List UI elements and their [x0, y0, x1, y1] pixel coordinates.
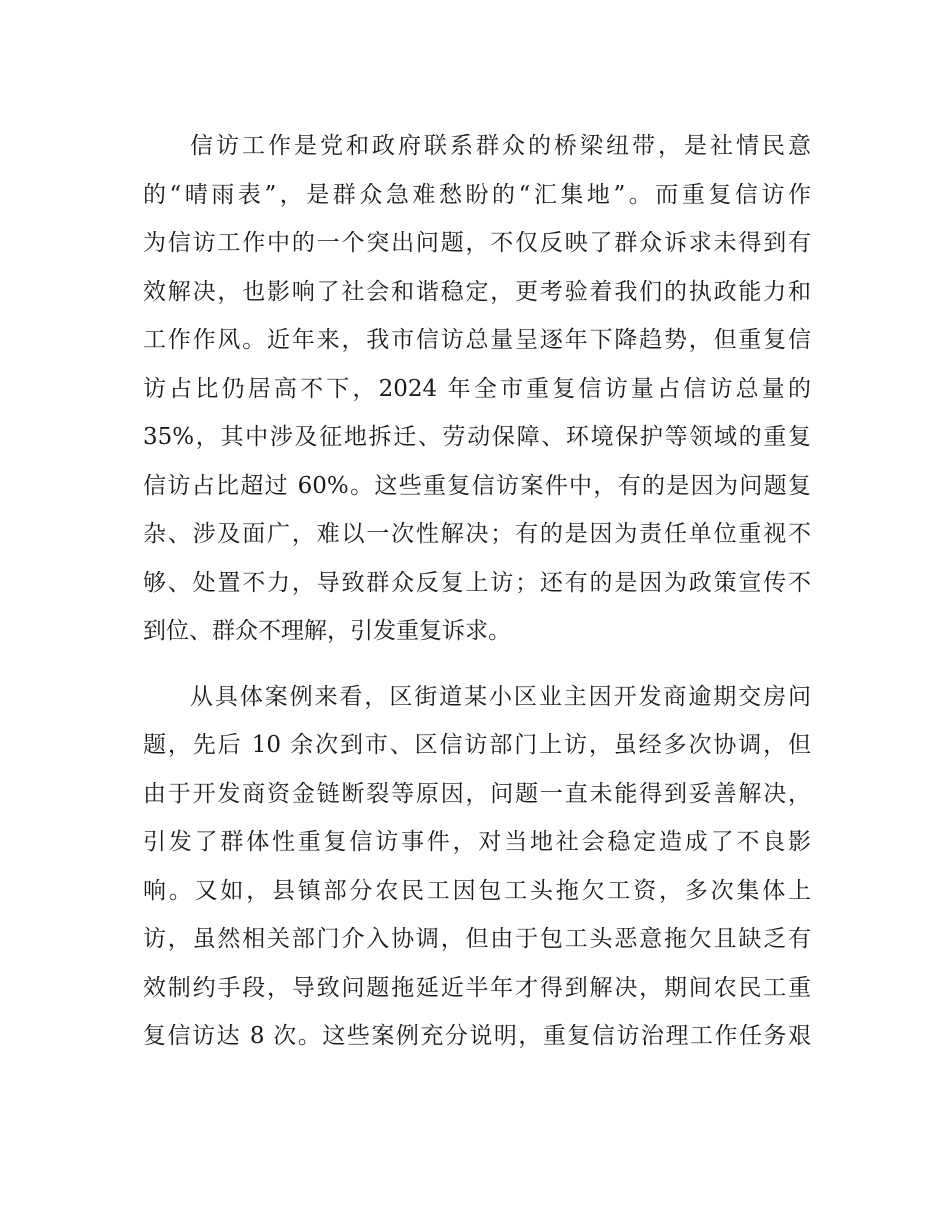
paragraph-1	[143, 122, 811, 656]
text-line: 到位、群众不理解，引发重复诉求。	[143, 618, 511, 644]
text-line: 从具体案例来看，区街道某小区业主因开发商逾期交房问	[190, 683, 811, 710]
text-line: 信访占比超过 60%。这些重复信访案件中，有的是因为问题复	[143, 472, 811, 499]
text-line: 引发了群体性重复信访事件，对当地社会稳定造成了不良影	[143, 829, 811, 855]
text-line: 为信访工作中的一个突出问题，不仅反映了群众诉求未得到有	[143, 230, 811, 256]
text-line: 杂、涉及面广，难以一次性解决；有的是因为责任单位重视不	[143, 521, 811, 547]
text-line: 由于开发商资金链断裂等原因，问题一直未能得到妥善解决，	[143, 780, 811, 807]
text-line: 工作作风。近年来，我市信访总量呈逐年下降趋势，但重复信	[143, 327, 811, 353]
text-line: 够、处置不力，导致群众反复上访；还有的是因为政策宣传不	[143, 569, 811, 596]
text-line: 访占比仍居高不下，2024 年全市重复信访量占信访总量的	[143, 375, 811, 402]
paragraph-spacing	[143, 656, 811, 673]
text-line: 题，先后 10 余次到市、区信访部门上访，虽经多次协调，但	[143, 732, 811, 758]
text-line: 效解决，也影响了社会和谐稳定，更考验着我们的执政能力和	[143, 278, 811, 305]
text-line: 复信访达 8 次。这些案例充分说明，重复信访治理工作任务艰	[143, 1023, 811, 1049]
paragraph-2	[143, 673, 811, 1061]
text-line: 35%，其中涉及征地拆迁、劳动保障、环境保护等领域的重复	[143, 424, 811, 450]
text-line: 的“晴雨表”，是群众急难愁盼的“汇集地”。而重复信访作	[143, 181, 811, 208]
text-line: 效制约手段，导致问题拖延近半年才得到解决，期间农民工重	[143, 974, 811, 1001]
document-body	[143, 122, 811, 1061]
text-line: 信访工作是党和政府联系群众的桥梁纽带，是社情民意	[190, 133, 811, 159]
text-line: 响。又如，县镇部分农民工因包工头拖欠工资，多次集体上	[143, 877, 811, 904]
text-line: 访，虽然相关部门介入协调，但由于包工头恶意拖欠且缺乏有	[143, 926, 811, 952]
